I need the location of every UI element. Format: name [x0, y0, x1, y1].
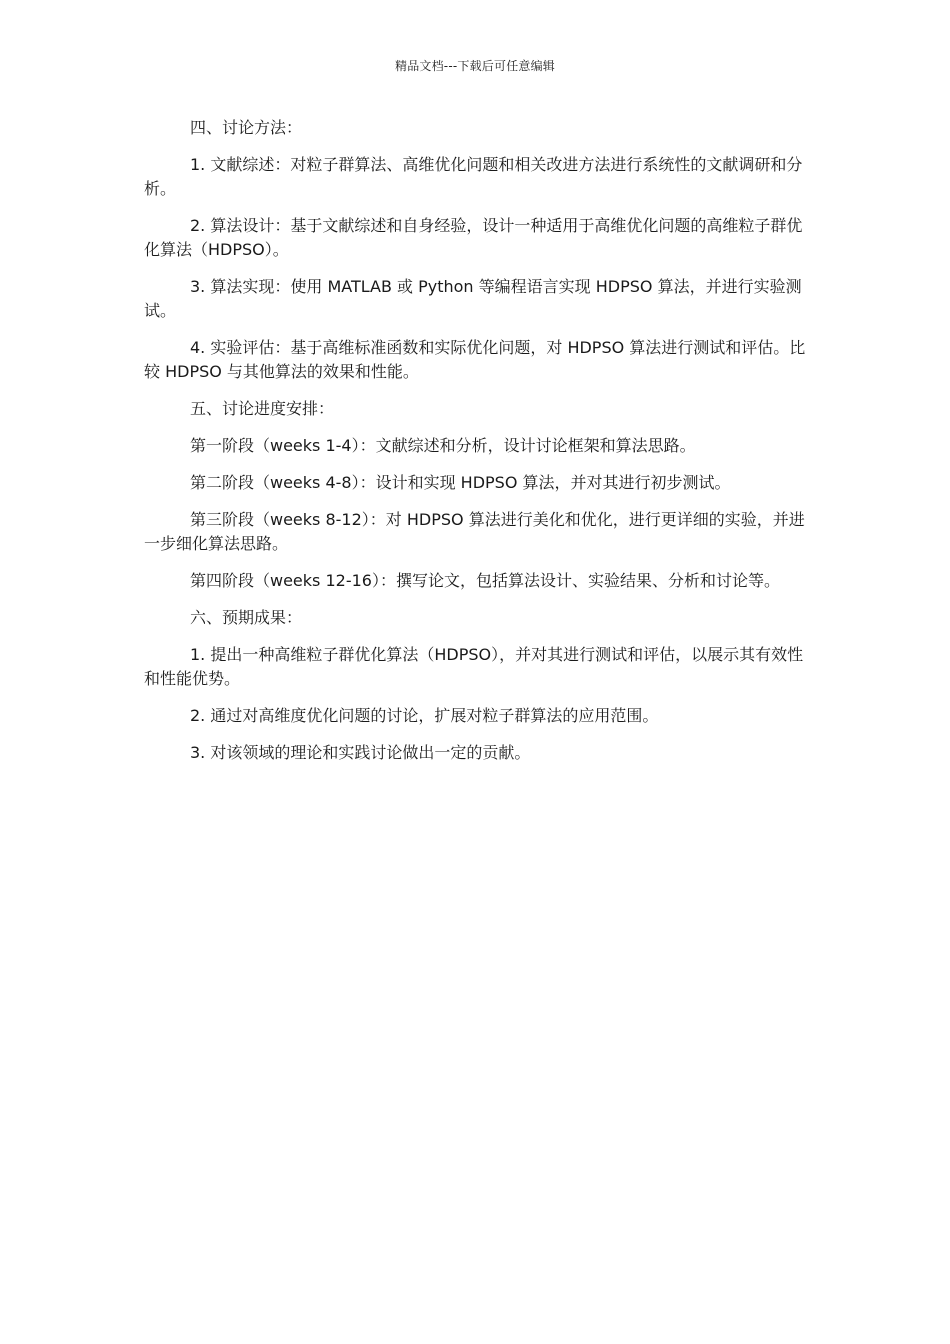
section-heading-schedule: 五、讨论进度安排：	[190, 399, 335, 418]
schedule-phase-2: 第二阶段（weeks 4-8）：设计和实现 HDPSO 算法，并对其进行初步测试。	[190, 473, 731, 492]
document-body	[144, 116, 806, 778]
schedule-phase-4: 第四阶段（weeks 12-16）：撰写论文，包括算法设计、实验结果、分析和讨论等。	[190, 571, 780, 590]
schedule-phase-1: 第一阶段（weeks 1-4）：文献综述和分析，设计讨论框架和算法思路。	[190, 436, 696, 455]
outcome-item-1: 1. 提出一种高维粒子群优化算法（HDPSO），并对其进行测试和评估，以展示其有效性和性能优势。	[144, 645, 804, 688]
method-item-algorithm-implementation: 3. 算法实现：使用 MATLAB 或 Python 等编程语言实现 HDPSO 算法，并进行实验测试。	[144, 277, 802, 320]
outcome-item-2: 2. 通过对高维度优化问题的讨论，扩展对粒子群算法的应用范围。	[190, 706, 659, 725]
method-item-literature-review: 1. 文献综述：对粒子群算法、高维优化问题和相关改进方法进行系统性的文献调研和分析。	[144, 155, 803, 198]
method-item-experiment-evaluation: 4. 实验评估：基于高维标准函数和实际优化问题，对 HDPSO 算法进行测试和评估。比较 HDPSO 与其他算法的效果和性能。	[144, 338, 806, 381]
section-heading-methods: 四、讨论方法：	[190, 118, 303, 137]
page-header: 精品文档---下载后可任意编辑	[395, 59, 555, 73]
method-item-algorithm-design: 2. 算法设计：基于文献综述和自身经验，设计一种适用于高维优化问题的高维粒子群优化算法（HDPSO）。	[144, 216, 803, 259]
section-heading-outcomes: 六、预期成果：	[190, 608, 303, 627]
outcome-item-3: 3. 对该领域的理论和实践讨论做出一定的贡献。	[190, 743, 531, 762]
schedule-phase-3: 第三阶段（weeks 8-12）：对 HDPSO 算法进行美化和优化，进行更详细的实验，并进一步细化算法思路。	[144, 510, 805, 553]
